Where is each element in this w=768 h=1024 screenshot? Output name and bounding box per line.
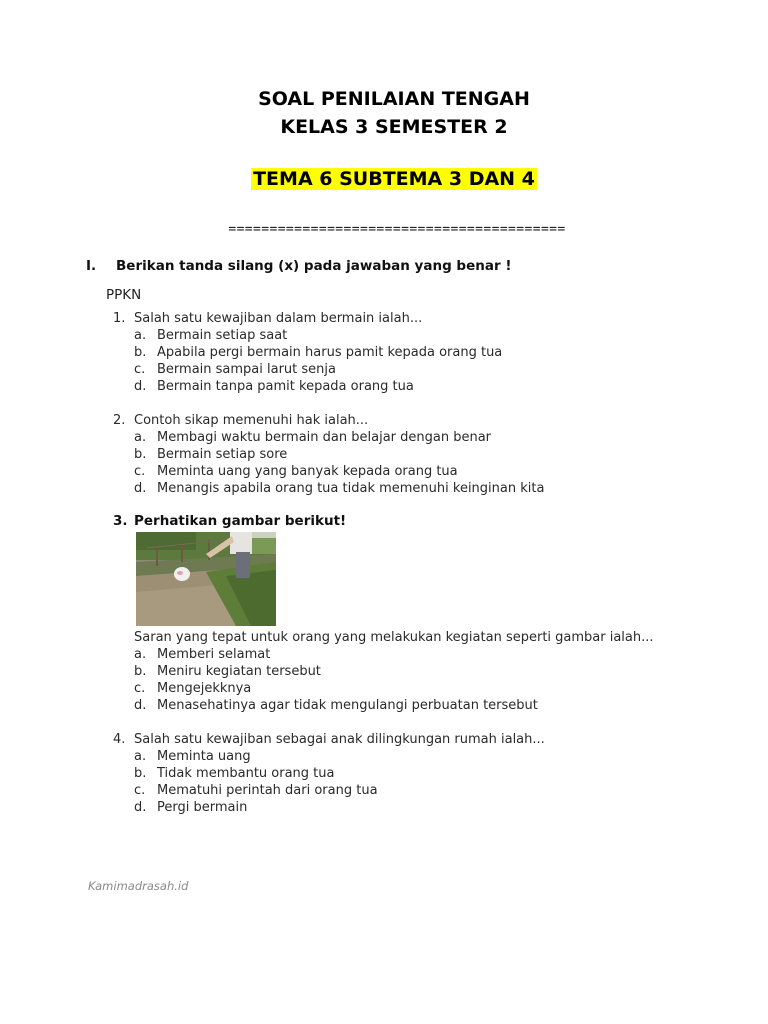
option-c[interactable] xyxy=(134,680,538,697)
question-text: Salah satu kewajiban dalam bermain ialah... xyxy=(134,311,423,326)
option-text: Menasehatinya agar tidak mengulangi perbuatan tersebut xyxy=(157,698,538,713)
option-letter: c. xyxy=(134,464,146,479)
option-d[interactable] xyxy=(134,697,538,714)
option-a[interactable] xyxy=(113,327,502,344)
option-text: Mematuhi perintah dari orang tua xyxy=(157,783,378,798)
option-c[interactable] xyxy=(113,463,544,480)
option-letter: b. xyxy=(134,766,147,781)
option-letter: a. xyxy=(134,430,147,445)
option-text: Menangis apabila orang tua tidak memenuhi keinginan kita xyxy=(157,481,545,496)
subject-label: PPKN xyxy=(106,287,142,303)
option-a[interactable] xyxy=(134,646,538,663)
question-text: Salah satu kewajiban sebagai anak dilingkungan rumah ialah... xyxy=(134,732,545,747)
section-instruction xyxy=(86,258,512,274)
option-d[interactable] xyxy=(113,799,545,816)
option-b[interactable] xyxy=(134,663,538,680)
option-d[interactable] xyxy=(113,480,544,497)
watermark-footer: Kamimadrasah.id xyxy=(88,879,189,893)
question-number: 2. xyxy=(113,413,126,428)
option-text: Apabila pergi bermain harus pamit kepada orang tua xyxy=(157,345,503,360)
option-text: Pergi bermain xyxy=(157,800,248,815)
question-number: 3. xyxy=(113,513,128,529)
option-c[interactable] xyxy=(113,782,545,799)
option-d[interactable] xyxy=(113,378,502,395)
option-text: Meminta uang yang banyak kepada orang tua xyxy=(157,464,458,479)
option-text: Bermain setiap sore xyxy=(157,447,288,462)
option-letter: a. xyxy=(134,749,147,764)
theme-heading: TEMA 6 SUBTEMA 3 DAN 4 xyxy=(253,168,535,190)
question-1 xyxy=(113,310,502,395)
option-c[interactable] xyxy=(113,361,502,378)
option-letter: d. xyxy=(134,379,147,394)
option-a[interactable] xyxy=(113,429,544,446)
divider-line: ========================================= xyxy=(228,222,566,237)
option-text: Bermain tanpa pamit kepada orang tua xyxy=(157,379,414,394)
question-text: Perhatikan gambar berikut! xyxy=(134,513,347,529)
option-a[interactable] xyxy=(113,748,545,765)
option-letter: b. xyxy=(134,664,147,679)
option-letter: d. xyxy=(134,698,147,713)
canal-photo-image xyxy=(136,532,276,626)
option-text: Bermain setiap saat xyxy=(157,328,288,343)
option-text: Mengejekknya xyxy=(157,681,252,696)
option-letter: b. xyxy=(134,447,147,462)
option-b[interactable] xyxy=(113,446,544,463)
question-2 xyxy=(113,412,544,497)
option-letter: c. xyxy=(134,362,146,377)
page-title: SOAL PENILAIAN TENGAH xyxy=(258,88,530,110)
question-3-stem: Saran yang tepat untuk orang yang melakukan kegiatan seperti gambar ialah... xyxy=(134,630,654,645)
section-number: I. xyxy=(86,258,97,274)
option-text: Tidak membantu orang tua xyxy=(157,766,335,781)
page-subtitle: KELAS 3 SEMESTER 2 xyxy=(280,116,508,138)
option-text: Meminta uang xyxy=(157,749,251,764)
option-text: Meniru kegiatan tersebut xyxy=(157,664,321,679)
question-text: Contoh sikap memenuhi hak ialah... xyxy=(134,413,369,428)
question-4 xyxy=(113,731,545,816)
option-letter: c. xyxy=(134,681,146,696)
option-text: Membagi waktu bermain dan belajar dengan benar xyxy=(157,430,492,445)
option-text: Memberi selamat xyxy=(157,647,271,662)
question-number: 1. xyxy=(113,311,126,326)
option-letter: c. xyxy=(134,783,146,798)
option-text: Bermain sampai larut senja xyxy=(157,362,336,377)
question-3-options xyxy=(134,646,538,714)
instruction-text: Berikan tanda silang (x) pada jawaban yang benar ! xyxy=(116,258,512,274)
option-letter: d. xyxy=(134,800,147,815)
option-letter: d. xyxy=(134,481,147,496)
option-letter: b. xyxy=(134,345,147,360)
option-letter: a. xyxy=(134,647,147,662)
option-b[interactable] xyxy=(113,344,502,361)
theme-heading-wrap xyxy=(0,168,768,190)
question-3 xyxy=(113,513,346,530)
question-number: 4. xyxy=(113,732,126,747)
option-b[interactable] xyxy=(113,765,545,782)
option-letter: a. xyxy=(134,328,147,343)
